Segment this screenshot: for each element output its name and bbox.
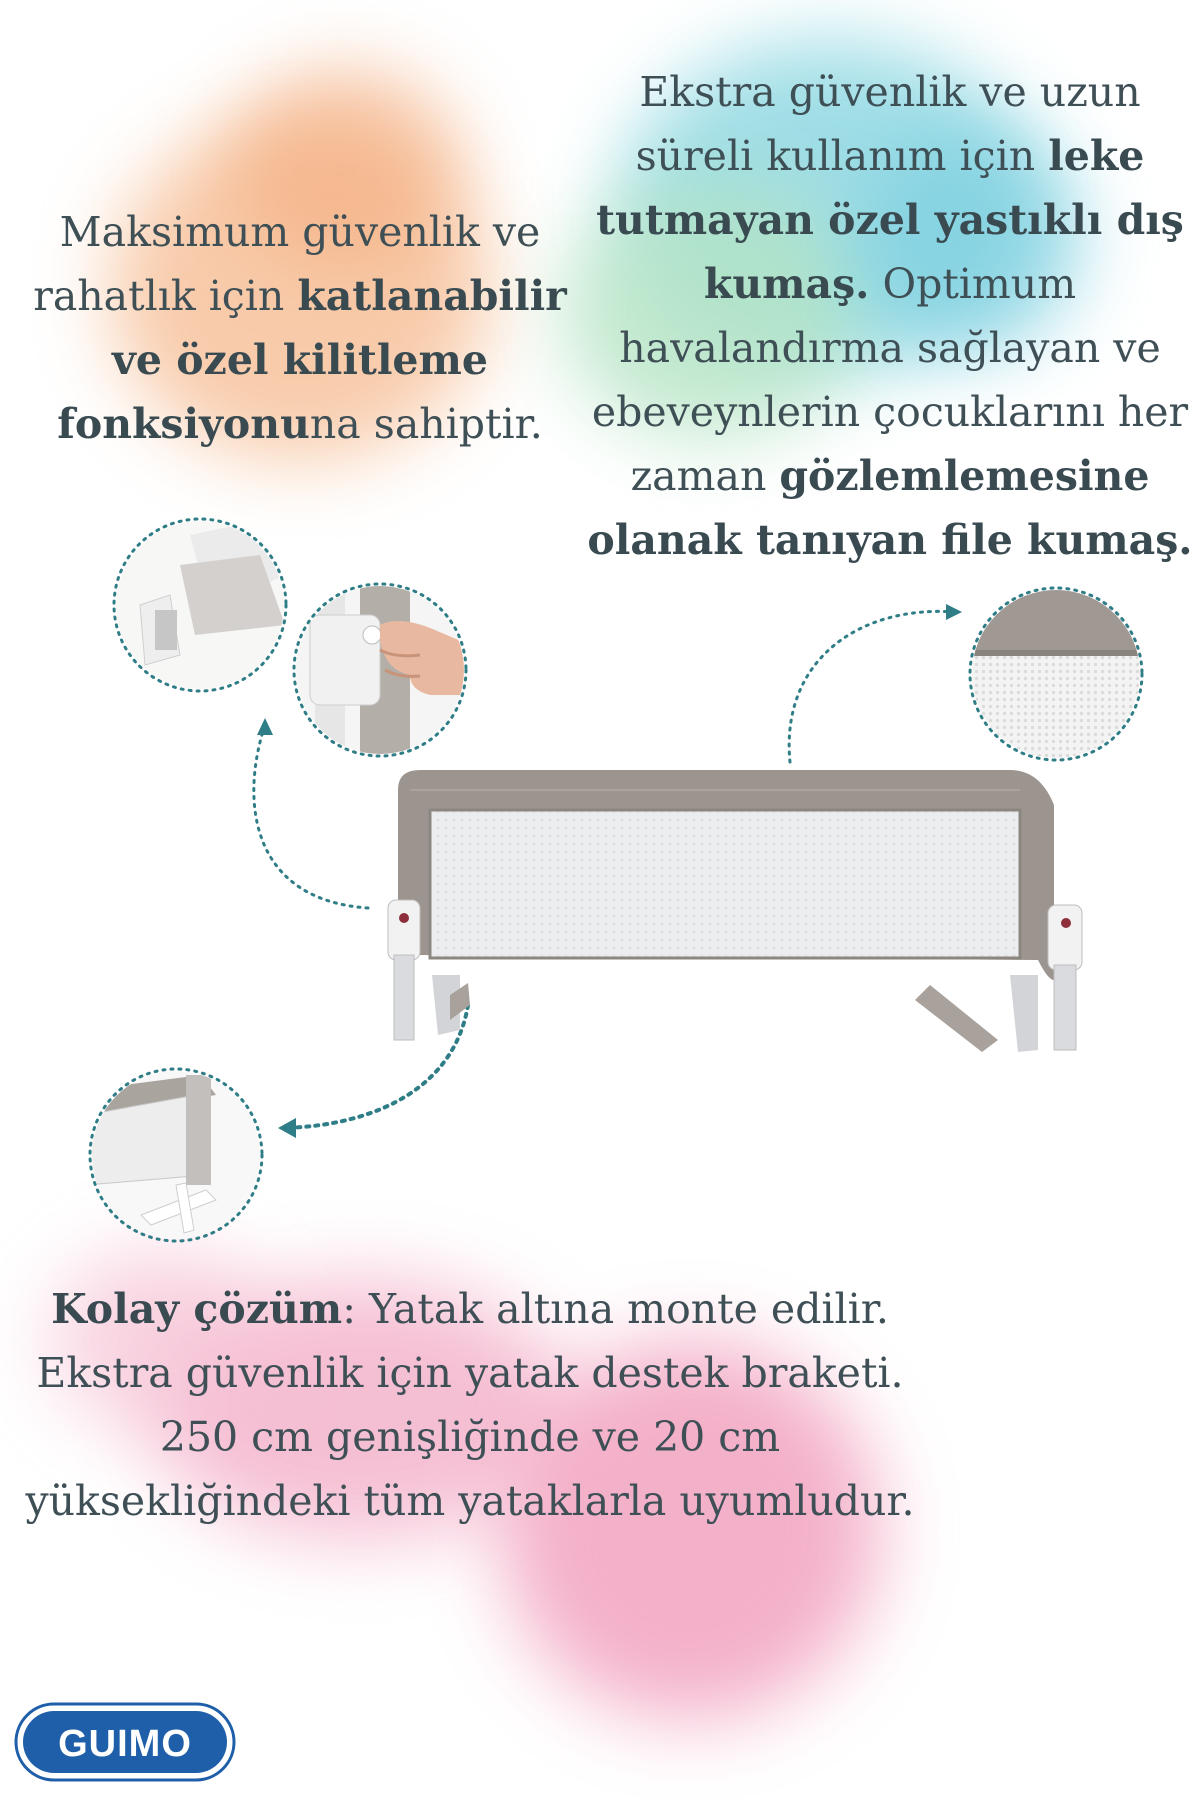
- feature-text-part: Maksimum güvenlik ve rahatlık için: [33, 208, 541, 320]
- feature-text-part: Optimum havalandırma sağlayan ve ebeveynlerin çocuklarını her zaman: [591, 260, 1189, 500]
- feature-text-bold: Kolay çözüm: [51, 1285, 343, 1333]
- logo-text: GUIMO: [58, 1723, 192, 1765]
- feature-text-part: Ekstra güvenlik ve uzun süreli kullanım için: [635, 68, 1141, 180]
- bed-rail-product-image: [370, 760, 1090, 1060]
- feature-text-bold: leke tutmayan özel yastıklı dış kumaş.: [596, 132, 1184, 308]
- guimo-logo: [14, 1702, 236, 1782]
- feature-text-part: na sahiptir.: [309, 400, 543, 448]
- feature-text-bold: katlanabilir ve özel kilitleme fonksiyonu: [57, 272, 567, 448]
- feature-text-bold: gözlemlemesine olanak tanıyan file kumaş.: [587, 452, 1193, 564]
- feature-text-part: : Yatak altına monte edilir. Ekstra güvenlik için yatak destek braketi. 250 cm genişliğinde ve 20 cm yüksekliğindeki tüm yataklarla uyumludur.: [25, 1285, 915, 1525]
